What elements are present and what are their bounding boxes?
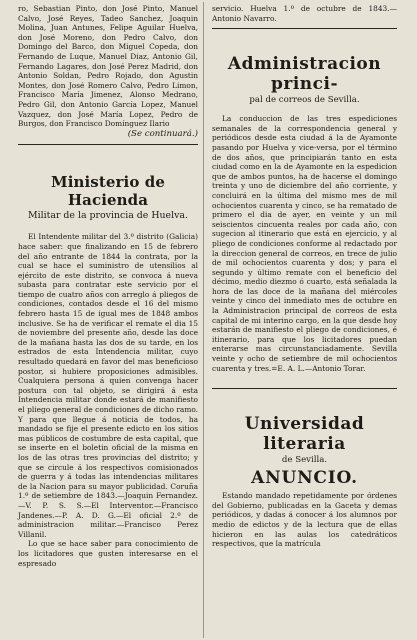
column-divider (203, 2, 204, 638)
hacienda-heading: Ministerio de Hacienda (51, 173, 165, 210)
hacienda-subheading: Militar de la provincia de Huelva. (28, 210, 188, 222)
anuncio-heading: ANUNCIO. (251, 468, 358, 489)
correos-heading: Administracion princi- (227, 54, 382, 95)
intendente-notice: El Intendente militar del 3.º distrito (Galicia) hace saber: que finalizando en 15 de febrero del año entrante de 1844 la contrata, por la cual se hace el suministro de utensilios al ejército de este distrito, se convoca á nueva subasta para contratar este servicio por el tiempo de cuatro años con arreglo á pliegos de condiciones, contados desde el 16 del mismo febrero hasta 15 de igual mes de 1848 ambos inclusive. Se ha de verificar el remate el dia 15 de noviembre del presente año, desde las doce de la mañana hasta las dos de su tarde, en los estrados de esta Intendencia militar, cuyo resultado quedará en favor del mas beneficioso postor, si hubiere proposiciones admisibles. Cualquiera persona á quien convenga hacer postura con tal objeto, se dirigirá á esta Intendencia militar donde estará de manifiesto el pliego general de condiciones de dicho ramo. Y para que llegue á noticia de todos, ha mandado se fije el presente edicto en los sitios mas públicos de costumbre de esta capital, que se inserte en el boletin oficial de la misma en los de las otras tres provincias del distrito; y que se circule á los respectivos comisionados de guerra y á todas las intendencias militares de la Nacion para su mayor publicidad. Coruña 1.º de setiembre de 1843.—Joaquin Fernandez.—V. P. S. S.—El Interventor.—Francisco Jandenes.—P. A. D. G.—El oficial 2.º de administracion militar.—Francisco Perez Villanil. (18, 232, 198, 539)
section-rule (18, 144, 198, 145)
section-rule (212, 388, 397, 389)
anuncio-notice: Estando mandado repetidamente por órdenes del Gobierno, publicadas en la Gaceta y demas periódicos, y dadas á conocer á los alumnos por medio de edictos y de la lectura que de ellas hicieron en las aulas los catedráticos respectivos, que la matrícula (212, 491, 397, 549)
continued-note: (Se continuará.) (127, 128, 198, 139)
correos-subheading: pal de correos de Sevilla. (249, 95, 360, 106)
right-column (212, 4, 397, 549)
universidad-heading: Universidad literaria (244, 414, 365, 455)
correos-notice: La conduccion de las tres espediciones semanales de la correspondencia general y periódicos desde esta ciudad á la de Ayamonte pasando por Huelva y vice-versa, por el término de dos años, que principiarán tanto en esta ciudad como en la de Ayamonte en la espedicion que de ambos puntos, ha de hacerse el domingo treinta y uno de diciembre del año corriente, y concluirá en la última del mismo mes de mil ochocientos cuarenta y cinco, se ha rematado de primero el dia de ayer, en veinte y un mil seiscientos cincuenta reales por cada año, con sugecion al itinerario que está en ejercicio, y al pliego de condiciones conforme al redactado por la direccion general de correos, en trece de julio de mil ochocientos cuarenta y dos; y para el segundo y último remate con el beneficio del décimo, medio diezmo ó cuarto, está señalada la hora de las doce de la mañana del miércoles veinte y cinco del inmediato mes de octubre en la Administracion principal de correos de esta capital de mi interino cargo, en la que desde hoy estarán de manifiesto el pliego de condiciones, é itinerario, para que los licitadores puedan enterarse mas circunstanciadamente. Sevilla veinte y ocho de setiembre de mil ochocientos cuarenta y tres.=E. A. L.—Antonio Torar. (212, 114, 397, 373)
section-rule (212, 28, 397, 29)
name-list-paragraph: ro, Sebastian Pinto, don José Pinto, Manuel Calvo, José Reyes, Tadeo Sanchez, Joaquin Molina, Juan Antunes, Felipe Aguilar Huelva, don José Moreno, don Pedro Calvo, don Domingo del Barco, don Miguel Copeda, don Fernando de Luque, Manuel Diaz, Antonio Gil, Fernando Lagares, don José Perez Madrid, don Antonio Soldan, Pedro Rojado, don Agustin Montes, don José Romero Calvo, Pedro Limon, Francisco María Jimenez, Alonso Medrano, Pedro Gil, don Antonio García Lopez, Manuel Vazquez, don José María Lopez, Pedro de Burgos, don Francisco Domínguez Ilario (18, 4, 198, 129)
licitadores-paragraph: Lo que se hace saber para conocimiento de los licitadores que gusten interesarse en el espresado (18, 539, 198, 568)
universidad-subheading: de Sevilla. (281, 455, 328, 466)
huelva-signature: servicio. Huelva 1.º de octubre de 1843.—Antonio Navarro. (212, 4, 397, 23)
left-column (18, 4, 198, 568)
